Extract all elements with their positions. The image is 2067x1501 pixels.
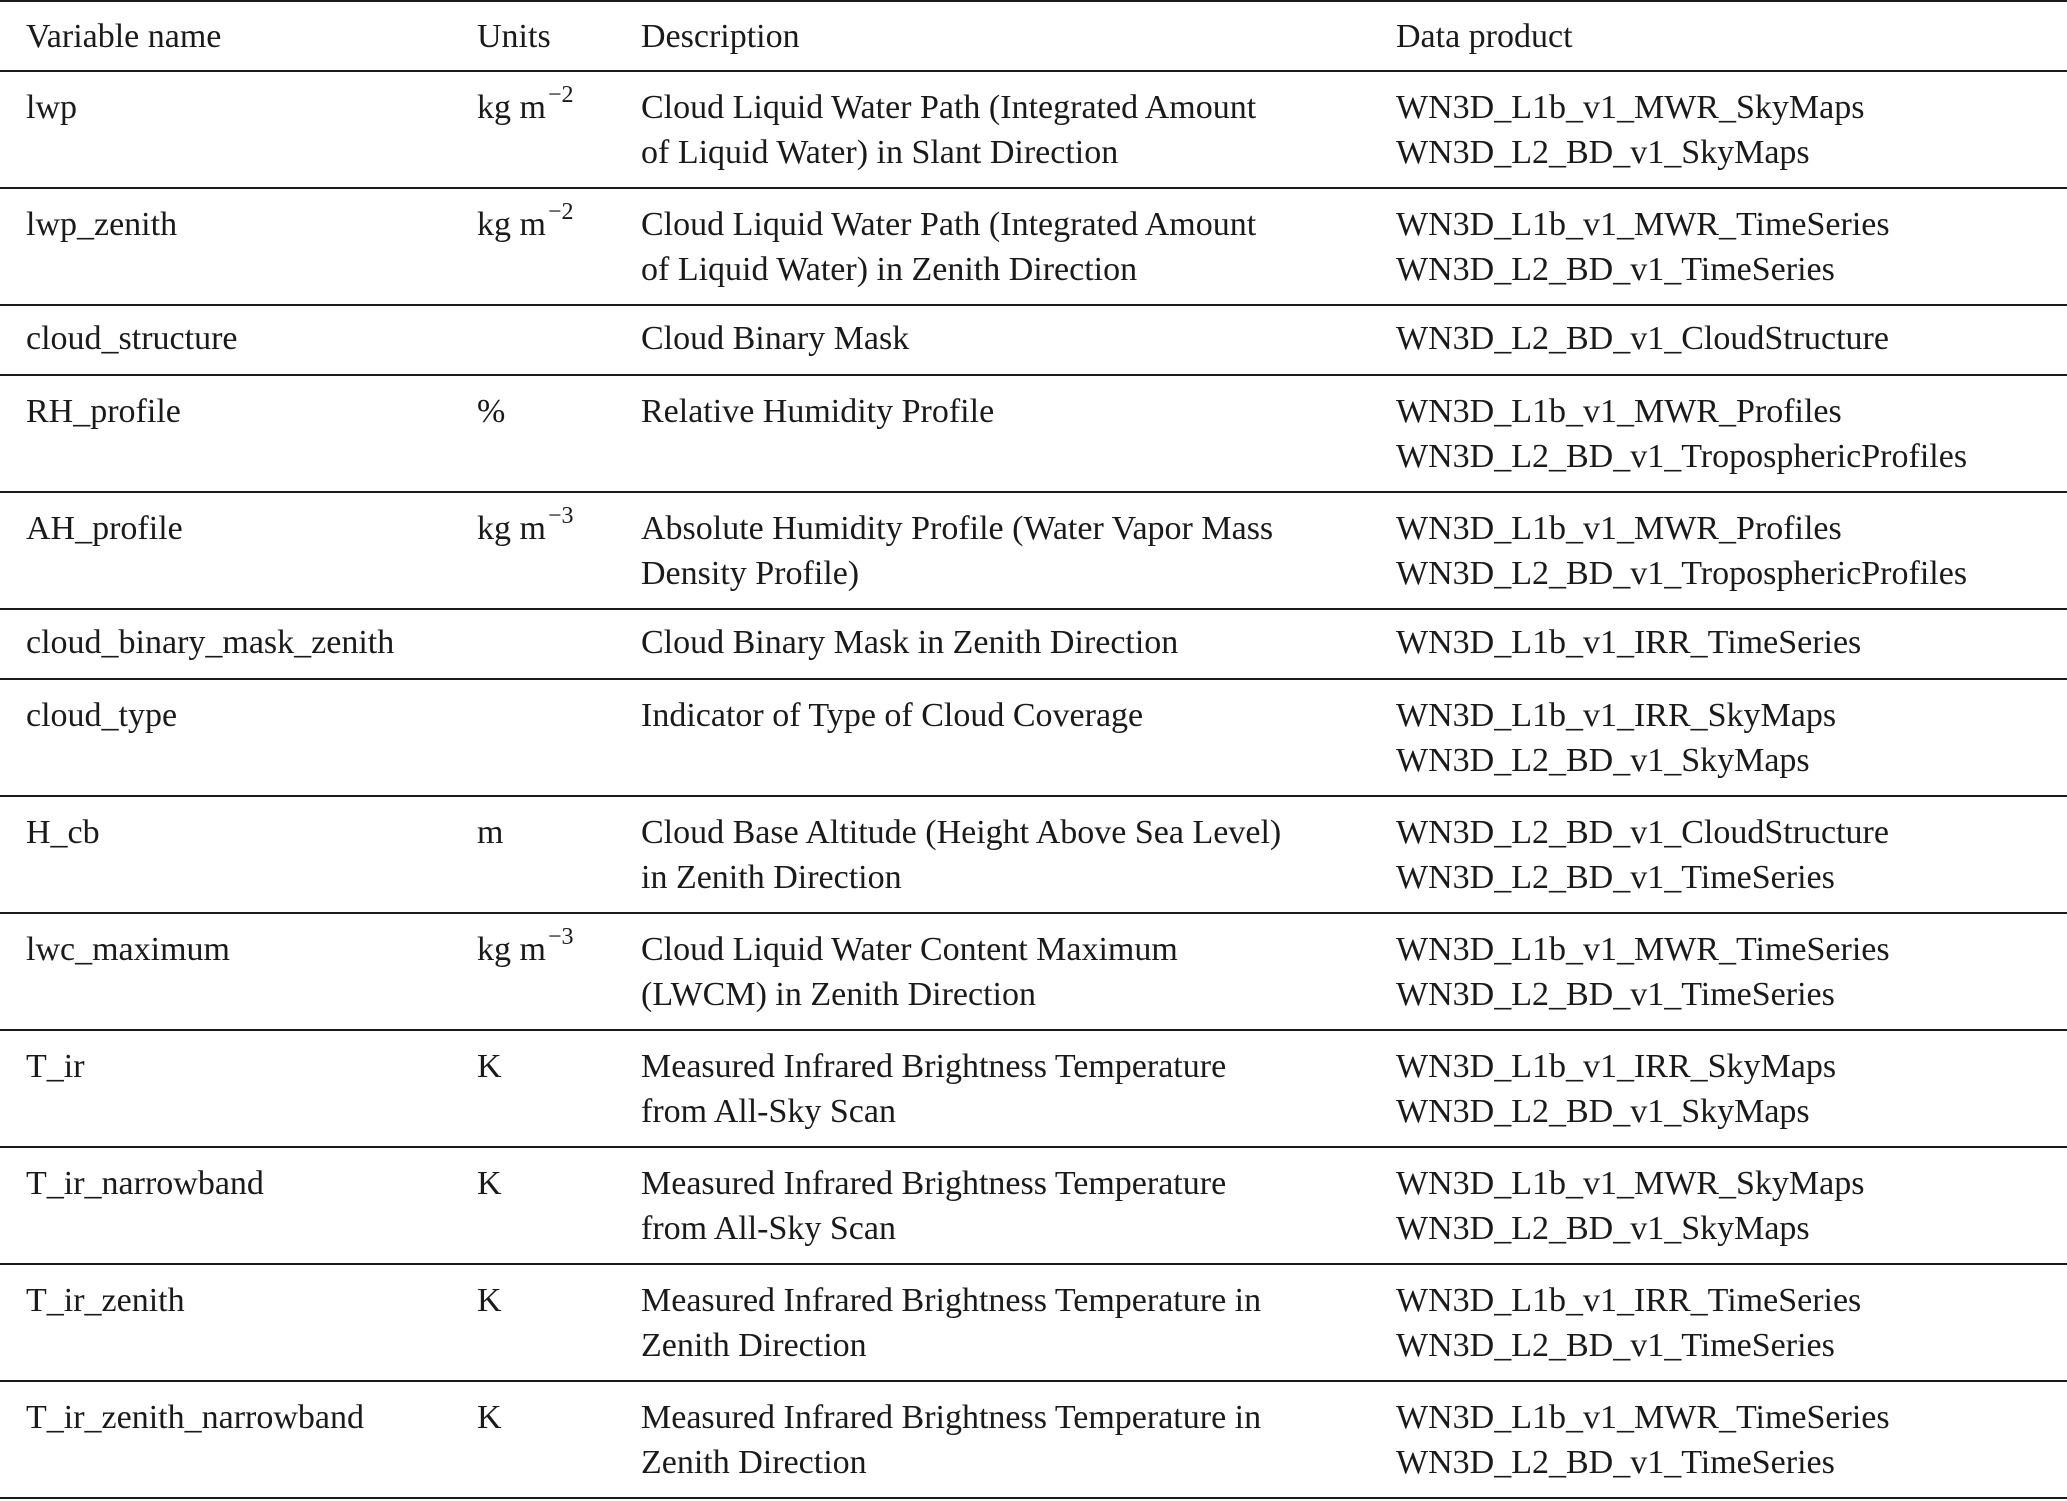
variable-name: lwp [26,89,77,126]
table-row [0,1264,2067,1381]
data-product-cell [1396,188,2067,305]
description-line: Zenith Direction [641,1444,867,1481]
units-cell [477,796,641,913]
variable-name-cell [0,1264,477,1381]
table-row [0,305,2067,375]
description-line: Measured Infrared Brightness Temperature [641,1165,1227,1202]
variable-name-cell [0,1030,477,1147]
variable-name: T_ir_zenith [26,1282,185,1319]
units-cell [477,609,641,679]
description-line: Cloud Binary Mask in Zenith Direction [641,624,1179,661]
unit [477,1395,641,1440]
description-line: Cloud Liquid Water Path (Integrated Amount [641,206,1257,243]
header-variable-name: Variable name [26,17,222,55]
description-line: from All-Sky Scan [641,1093,896,1130]
data-product: WN3D_L1b_v1_MWR_TimeSeries [1396,206,1890,243]
data-product: WN3D_L2_BD_v1_TroposphericProfiles [1396,438,1968,475]
variable-name: cloud_binary_mask_zenith [26,624,395,661]
variable-name-cell [0,492,477,609]
variable-name-cell [0,305,477,375]
data-product: WN3D_L2_BD_v1_TimeSeries [1396,976,1835,1013]
data-product: WN3D_L1b_v1_IRR_SkyMaps [1396,1048,1837,1085]
variable-name-cell [0,375,477,492]
unit-base: kg m [477,206,546,243]
units-cell [477,1147,641,1264]
data-product-cell [1396,492,2067,609]
data-product-cell [1396,375,2067,492]
data-product-cell [1396,71,2067,188]
unit [477,81,641,130]
data-product: WN3D_L1b_v1_MWR_Profiles [1396,393,1842,430]
variable-name-cell [0,913,477,1030]
description-cell [641,913,1396,1030]
unit-base: K [477,1399,502,1436]
units-cell [477,375,641,492]
unit-exponent: −2 [547,198,574,225]
data-product: WN3D_L1b_v1_IRR_SkyMaps [1396,697,1837,734]
variable-name: AH_profile [26,510,183,547]
unit [477,1161,641,1206]
data-product-cell [1396,609,2067,679]
description-line: Cloud Base Altitude (Height Above Sea Level) [641,814,1282,851]
table-header [0,1,2067,71]
data-product-cell [1396,796,2067,913]
table-row [0,609,2067,679]
unit [477,502,641,551]
data-product: WN3D_L2_BD_v1_TimeSeries [1396,1327,1835,1364]
variable-name-cell [0,796,477,913]
description-line: Measured Infrared Brightness Temperature in [641,1282,1262,1319]
table-row [0,1147,2067,1264]
description-cell [641,375,1396,492]
table-row [0,71,2067,188]
data-product: WN3D_L1b_v1_MWR_TimeSeries [1396,931,1890,968]
description-cell [641,1264,1396,1381]
variable-name: T_ir_zenith_narrowband [26,1399,364,1436]
data-product-cell [1396,679,2067,796]
header-description: Description [641,17,800,55]
data-product: WN3D_L1b_v1_MWR_SkyMaps [1396,1165,1865,1202]
description-cell [641,796,1396,913]
description-cell [641,188,1396,305]
unit [477,1278,641,1323]
unit-base: kg m [477,931,546,968]
variable-name-cell [0,1381,477,1498]
table-body [0,71,2067,1498]
unit-base: K [477,1282,502,1319]
units-cell [477,1264,641,1381]
table-row [0,375,2067,492]
description-line: Indicator of Type of Cloud Coverage [641,697,1144,734]
variable-name: lwc_maximum [26,931,230,968]
unit-base: kg m [477,89,546,126]
data-product: WN3D_L1b_v1_MWR_TimeSeries [1396,1399,1890,1436]
data-product-cell [1396,305,2067,375]
data-product-cell [1396,1147,2067,1264]
unit-base: m [477,814,504,851]
table-row [0,492,2067,609]
unit [477,198,641,247]
data-product: WN3D_L2_BD_v1_SkyMaps [1396,134,1810,171]
description-line: of Liquid Water) in Slant Direction [641,134,1119,171]
description-cell [641,1030,1396,1147]
units-cell [477,71,641,188]
unit [477,1044,641,1089]
description-line: Measured Infrared Brightness Temperature in [641,1399,1262,1436]
description-line: in Zenith Direction [641,859,902,896]
unit [477,923,641,972]
variable-name-cell [0,609,477,679]
variable-name: lwp_zenith [26,206,178,243]
data-product-cell [1396,1381,2067,1498]
table-row [0,1030,2067,1147]
unit-exponent: −3 [547,923,574,950]
data-product: WN3D_L2_BD_v1_SkyMaps [1396,1093,1810,1130]
units-cell [477,679,641,796]
table-row [0,679,2067,796]
description-line: Density Profile) [641,555,860,592]
description-line: from All-Sky Scan [641,1210,896,1247]
variable-name: T_ir_narrowband [26,1165,264,1202]
unit-base: % [477,393,506,430]
description-line: Measured Infrared Brightness Temperature [641,1048,1227,1085]
description-cell [641,305,1396,375]
units-cell [477,492,641,609]
variable-name-cell [0,71,477,188]
description-line: Cloud Liquid Water Path (Integrated Amount [641,89,1257,126]
variable-name: cloud_type [26,697,178,734]
unit [477,389,641,434]
unit-exponent: −2 [547,81,574,108]
variable-name-cell [0,679,477,796]
unit-base: kg m [477,510,546,547]
description-cell [641,492,1396,609]
data-product: WN3D_L2_BD_v1_CloudStructure [1396,814,1889,851]
table-row [0,188,2067,305]
description-line: Zenith Direction [641,1327,867,1364]
table-row [0,1381,2067,1498]
data-product: WN3D_L2_BD_v1_TimeSeries [1396,1444,1835,1481]
data-product: WN3D_L1b_v1_MWR_SkyMaps [1396,89,1865,126]
units-cell [477,188,641,305]
variable-name-cell [0,188,477,305]
data-product-cell [1396,913,2067,1030]
description-cell [641,609,1396,679]
data-product: WN3D_L2_BD_v1_SkyMaps [1396,742,1810,779]
description-cell [641,679,1396,796]
data-product: WN3D_L1b_v1_IRR_TimeSeries [1396,1282,1862,1319]
description-line: Relative Humidity Profile [641,393,995,430]
description-line: (LWCM) in Zenith Direction [641,976,1036,1013]
description-line: of Liquid Water) in Zenith Direction [641,251,1138,288]
units-cell [477,305,641,375]
data-product: WN3D_L2_BD_v1_TimeSeries [1396,251,1835,288]
units-cell [477,1030,641,1147]
header-row [0,1,2067,71]
description-line: Cloud Liquid Water Content Maximum [641,931,1178,968]
description-cell [641,1147,1396,1264]
data-product: WN3D_L2_BD_v1_TroposphericProfiles [1396,555,1968,592]
description-cell [641,71,1396,188]
variable-name-cell [0,1147,477,1264]
header-units: Units [477,17,551,55]
table-row [0,796,2067,913]
unit-base: K [477,1048,502,1085]
data-product: WN3D_L1b_v1_IRR_TimeSeries [1396,624,1862,661]
variable-name: T_ir [26,1048,85,1085]
variable-name: H_cb [26,814,100,851]
header-data-product: Data product [1396,17,1573,55]
unit-base: K [477,1165,502,1202]
variable-name: cloud_structure [26,320,238,357]
units-cell [477,913,641,1030]
data-product: WN3D_L1b_v1_MWR_Profiles [1396,510,1842,547]
description-line: Absolute Humidity Profile (Water Vapor Mass [641,510,1274,547]
description-line: Cloud Binary Mask [641,320,910,357]
data-product-cell [1396,1264,2067,1381]
unit [477,810,641,855]
units-cell [477,1381,641,1498]
data-product: WN3D_L2_BD_v1_SkyMaps [1396,1210,1810,1247]
variable-name: RH_profile [26,393,181,430]
data-product: WN3D_L2_BD_v1_TimeSeries [1396,859,1835,896]
table-row [0,913,2067,1030]
data-product-cell [1396,1030,2067,1147]
description-cell [641,1381,1396,1498]
unit-exponent: −3 [547,502,574,529]
data-product: WN3D_L2_BD_v1_CloudStructure [1396,320,1889,357]
